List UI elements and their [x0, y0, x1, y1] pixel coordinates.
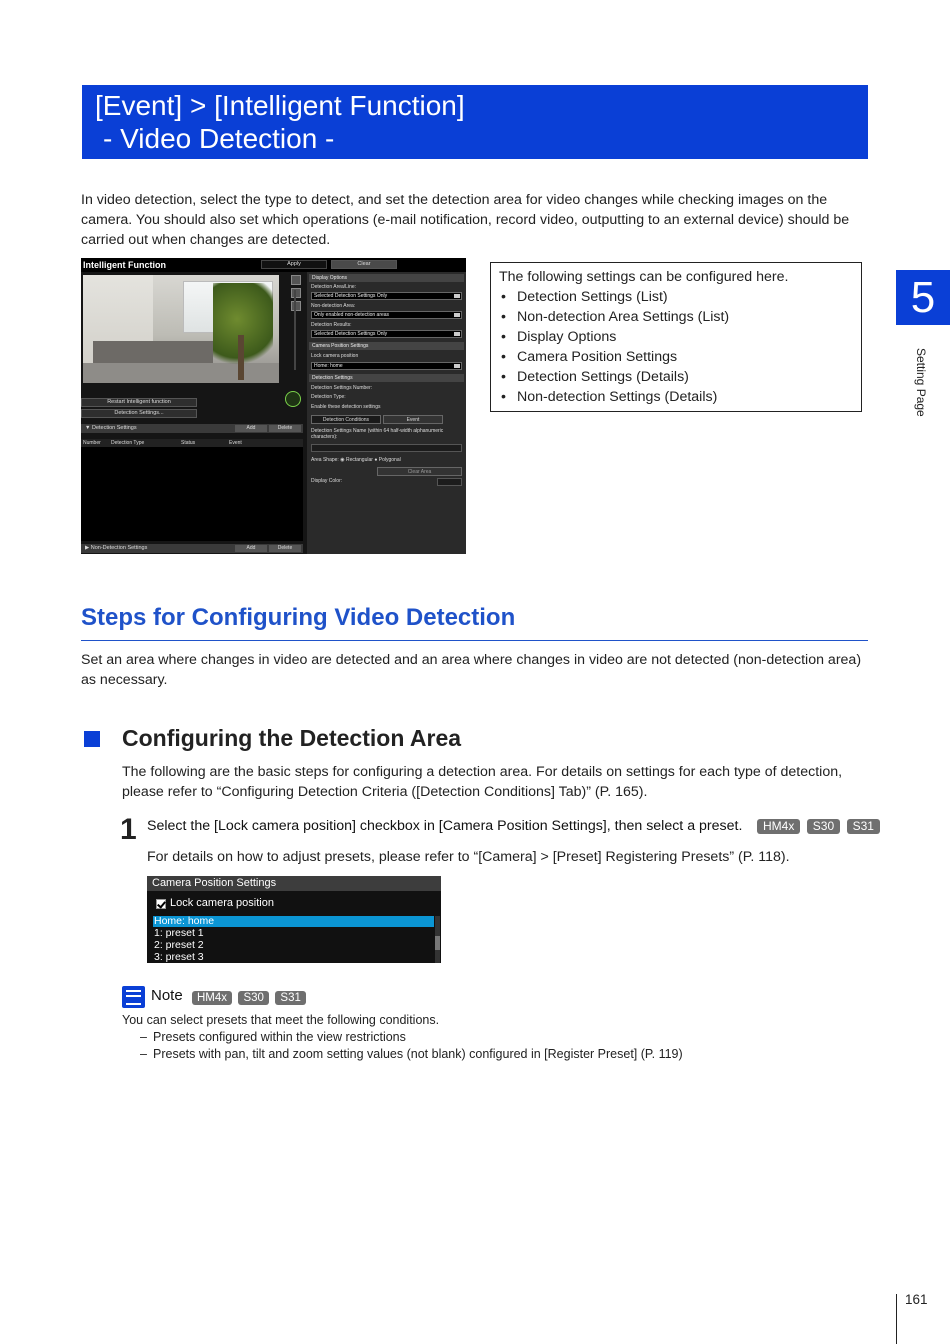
note-model-badges: [190, 989, 306, 1007]
lock-camera-position-label: Lock camera position: [170, 897, 274, 909]
note-list: [140, 1029, 862, 1063]
subsection-paragraph: The following are the basic steps for configuring a detection area. For details on settings for each type of detection, please refer to “Configuring Detection Criteria ([Detection Conditions] Tab)” (P. 165).: [122, 764, 843, 800]
page-title-banner: [82, 85, 868, 159]
section-paragraph: Set an area where changes in video are detected and an area where changes in video are not detected (non-detection area) as necessary.: [81, 652, 862, 688]
page-number-rule: [896, 1294, 897, 1344]
col-number: Number: [83, 440, 101, 446]
enable-detection-label: Enable these detection settings: [311, 404, 381, 410]
list-item: • Display Options: [499, 327, 853, 347]
model-badge: HM4x: [757, 819, 800, 834]
lock-camera-label: Lock camera position: [311, 353, 359, 359]
chapter-number-tab: 5: [896, 270, 950, 325]
settings-list: [499, 287, 853, 407]
subsection-heading: Configuring the Detection Area: [122, 725, 462, 751]
settings-box-heading: The following settings can be configured here.: [499, 269, 789, 285]
list-item: • Non-detection Area Settings (List): [499, 307, 853, 327]
non-detection-section-label: ▶ Non-Detection Settings: [85, 545, 148, 551]
preset-option-selected: Home: home: [153, 916, 434, 927]
page-number: 161: [905, 1292, 928, 1307]
col-detection-type: Detection Type: [111, 440, 145, 446]
list-item: – Presets with pan, tilt and zoom setting values (not blank) configured in [Register Preset] (P. 119): [140, 1046, 862, 1063]
tab-event: Event: [383, 415, 443, 424]
restart-intelligent-function-button: Restart Intelligent function: [81, 398, 197, 407]
step-instruction: Select the [Lock camera position] checkbox in [Camera Position Settings], then select a preset.: [147, 818, 743, 834]
area-shape-label: Area Shape: ◉ Rectangular ● Polygonal: [311, 457, 401, 463]
intro-paragraph: In video detection, select the type to detect, and set the detection area for video changes while checking images on the camera. You should also set which operations (e-mail notification, record video, outputting to an external device) should be carried out when changes are detected.: [81, 192, 850, 248]
col-event: Event: [229, 440, 242, 446]
detection-type-label: Detection Type:: [311, 394, 346, 400]
settings-summary-box: [490, 262, 862, 412]
list-item: • Non-detection Settings (Details): [499, 387, 853, 407]
zoom-slider-track: [294, 290, 296, 370]
delete-button: Delete: [269, 425, 301, 432]
apply-button: Apply: [261, 260, 327, 269]
camera-position-header: Camera Position Settings: [147, 876, 441, 891]
list-item: • Camera Position Settings: [499, 347, 853, 367]
detection-list-header: [81, 439, 303, 447]
model-badge: S30: [238, 991, 268, 1005]
fullscreen-icon: [291, 275, 301, 285]
model-badge: S30: [807, 819, 840, 834]
add-button: Add: [235, 425, 267, 432]
model-badge: S31: [275, 991, 305, 1005]
note-icon: [122, 986, 145, 1008]
tab-detection-conditions: Detection Conditions: [311, 415, 381, 424]
area-shape-text: Area Shape:: [311, 457, 339, 463]
camera-position-screenshot: [147, 876, 441, 963]
camera-video-image: [83, 275, 279, 383]
preset-option: 2: preset 2: [154, 939, 204, 951]
settings-panel: [307, 272, 466, 554]
list-item: • Detection Settings (Details): [499, 367, 853, 387]
display-color-label: Display Color:: [311, 478, 343, 484]
section-heading: Steps for Configuring Video Detection: [81, 604, 516, 631]
list-item: – Presets configured within the view restrictions: [140, 1029, 862, 1046]
pan-tilt-control-icon: [285, 391, 301, 407]
square-bullet-icon: [84, 731, 100, 747]
detection-settings-panel-section: Detection Settings: [309, 374, 464, 382]
detection-results-label: Detection Results:: [311, 322, 352, 328]
intelligent-function-screenshot: [81, 258, 466, 554]
col-status: Status: [181, 440, 196, 446]
detection-results-select: Selected Detection Settings Only: [311, 330, 462, 338]
detection-name-input: [311, 444, 462, 452]
detection-settings-number-label: Detection Settings Number:: [311, 385, 373, 391]
zoom-in-icon: [291, 288, 301, 298]
clear-area-button: Clear Area: [377, 467, 462, 476]
detection-settings-section: [81, 424, 303, 433]
detection-area-select: Selected Detection Settings Only: [311, 292, 462, 300]
delete-button-2: Delete: [269, 545, 301, 552]
preset-option: 1: preset 1: [154, 927, 204, 939]
detection-settings-button: Detection Settings...: [81, 409, 197, 418]
detection-area-label: Detection Area/Line:: [311, 284, 357, 290]
non-detection-area-label: Non-detection Area:: [311, 303, 356, 309]
non-detection-area-select: Only enabled non-detection areas: [311, 311, 462, 319]
detection-list: [81, 447, 303, 541]
checkbox-checked-icon: [156, 899, 166, 909]
page-title-line2: - Video Detection -: [103, 123, 335, 154]
polygonal-label: Polygonal: [378, 457, 401, 463]
clear-button: Clear: [331, 260, 397, 269]
chapter-side-label: Setting Page: [914, 348, 928, 417]
detection-name-label: Detection Settings Name (within 64 half-width alphanumeric characters):: [311, 428, 444, 440]
zoom-out-icon: [291, 301, 301, 311]
display-options-section: Display Options: [309, 274, 464, 282]
note-body: [122, 1012, 862, 1063]
note-intro: You can select presets that meet the following conditions.: [122, 1013, 440, 1027]
camera-position-section: Camera Position Settings: [309, 342, 464, 350]
section-divider: [81, 640, 868, 641]
screenshot-title: Intelligent Function: [83, 260, 166, 270]
add-button-2: Add: [235, 545, 267, 552]
step-subtext: For details on how to adjust presets, please refer to “[Camera] > [Preset] Registering Presets” (P. 118).: [147, 849, 790, 865]
non-detection-settings-section: [81, 544, 303, 553]
scrollbar-thumb: [435, 936, 440, 950]
model-badge: S31: [847, 819, 880, 834]
display-color-select: [437, 478, 462, 486]
model-badges: [755, 818, 880, 836]
rectangular-label: Rectangular: [345, 457, 373, 463]
page-title-line1: [Event] > [Intelligent Function]: [95, 90, 465, 121]
step-number: 1: [120, 813, 137, 846]
model-badge: HM4x: [192, 991, 232, 1005]
note-title: Note: [151, 987, 183, 1004]
preset-select: Home: home: [311, 362, 462, 370]
list-item: • Detection Settings (List): [499, 287, 853, 307]
detection-settings-section-label: ▼ Detection Settings: [85, 425, 137, 431]
preset-option: 3: preset 3: [154, 951, 204, 963]
